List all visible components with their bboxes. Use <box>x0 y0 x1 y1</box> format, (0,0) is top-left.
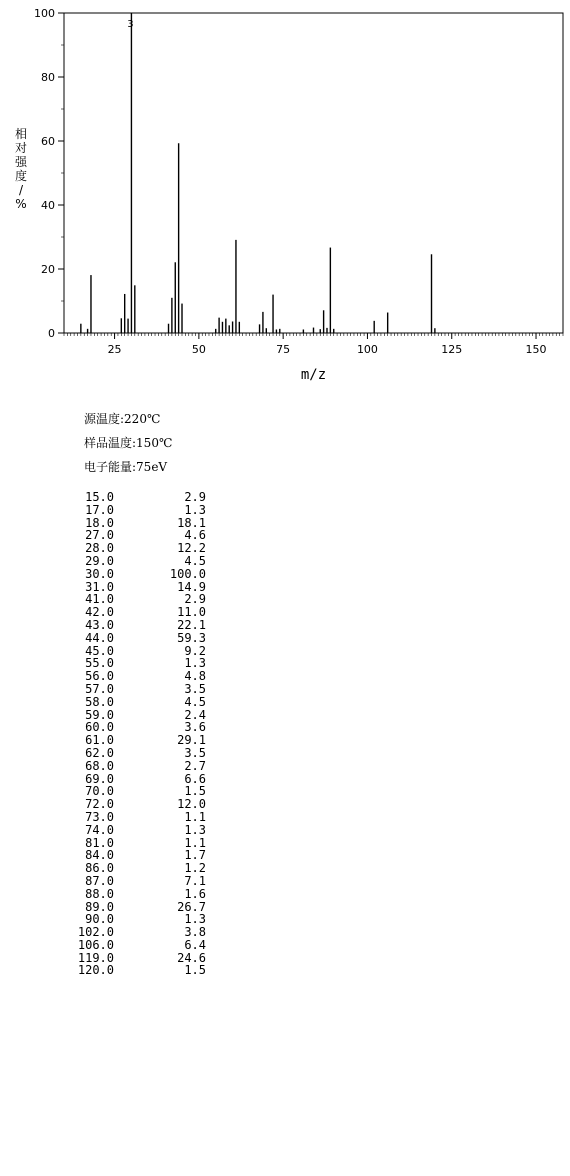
peak-intensity: 1.1 <box>184 835 206 850</box>
peak-row <box>60 811 206 824</box>
peak-intensity: 1.7 <box>184 848 206 863</box>
peak-mz: 87.0 <box>85 873 114 888</box>
x-axis-ticks <box>108 333 547 356</box>
peak-mz: 74.0 <box>85 822 114 837</box>
x-tick-label: 100 <box>356 343 378 356</box>
peak-row <box>60 888 206 901</box>
peak-mz: 86.0 <box>85 861 114 876</box>
peak-row <box>60 875 206 888</box>
peak-mz: 119.0 <box>77 950 114 965</box>
peak-intensity: 2.9 <box>184 490 206 504</box>
peak-intensity: 1.5 <box>184 963 206 978</box>
peak-mz: 57.0 <box>85 681 114 696</box>
x-tick-label: 150 <box>525 343 547 356</box>
peak-row <box>60 798 206 811</box>
peak-mz: 81.0 <box>85 835 114 850</box>
peak-mz: 18.0 <box>85 515 114 530</box>
peak-intensity: 3.5 <box>184 681 206 696</box>
peak-intensity: 1.3 <box>184 822 206 837</box>
peak-row <box>60 939 206 952</box>
peak-row <box>60 824 206 837</box>
peak-intensity: 11.0 <box>177 605 206 620</box>
peak-intensity: 1.3 <box>184 502 206 517</box>
peak-mz: 43.0 <box>85 617 114 632</box>
peak-mz: 69.0 <box>85 771 114 786</box>
peak-mz: 42.0 <box>85 605 114 620</box>
y-tick-label: 20 <box>41 263 55 276</box>
peak-intensity: 2.9 <box>184 592 206 607</box>
peak-row <box>60 747 206 760</box>
peak-mz: 41.0 <box>85 592 114 607</box>
mass-spectrum-chart <box>0 0 570 390</box>
peak-mz: 55.0 <box>85 656 114 671</box>
peak-mz: 59.0 <box>85 707 114 722</box>
electron-energy: 电子能量:75eV <box>84 460 168 474</box>
peak-intensity: 3.5 <box>184 745 206 760</box>
peak-mz: 70.0 <box>85 784 114 799</box>
peak-mz: 28.0 <box>85 541 114 556</box>
y-tick-label: 60 <box>41 135 55 148</box>
peak-intensity: 1.3 <box>184 656 206 671</box>
peak-mz: 58.0 <box>85 694 114 709</box>
peak-intensity: 2.4 <box>184 707 206 722</box>
peak-intensity: 12.0 <box>177 797 206 812</box>
peak-intensity: 1.3 <box>184 912 206 927</box>
peak-intensity: 7.1 <box>184 873 206 888</box>
peak-intensity: 4.8 <box>184 669 206 684</box>
peak-intensity: 1.5 <box>184 784 206 799</box>
peak-mz: 68.0 <box>85 758 114 773</box>
peak-intensity: 4.5 <box>184 694 206 709</box>
peak-intensity: 14.9 <box>177 579 206 594</box>
peak-intensity: 3.6 <box>184 720 206 735</box>
peak-mz: 27.0 <box>85 528 114 543</box>
peak-row <box>60 696 206 709</box>
peak-intensity: 4.5 <box>184 553 206 568</box>
peak-intensity: 4.6 <box>184 528 206 543</box>
y-axis-label <box>15 126 28 211</box>
sample-temperature: 样品温度:150℃ <box>84 436 173 450</box>
y-axis-label-char: % <box>15 197 27 211</box>
peak-row <box>60 555 206 568</box>
peak-intensity: 1.1 <box>184 809 206 824</box>
y-tick-label: 0 <box>48 327 55 340</box>
y-axis-label-char: 强 <box>14 155 28 169</box>
peak-row <box>60 760 206 773</box>
peak-row <box>60 964 206 977</box>
x-tick-label: 75 <box>276 343 291 356</box>
y-tick-label: 100 <box>34 7 55 20</box>
x-tick-label: 50 <box>191 343 206 356</box>
peak-row <box>60 491 206 504</box>
source-temperature: 源温度:220℃ <box>84 412 161 426</box>
base-peak-marker: 3 <box>127 19 134 30</box>
acquisition-conditions <box>84 410 172 482</box>
peak-intensity: 12.2 <box>177 541 206 556</box>
peak-intensity: 59.3 <box>177 630 206 645</box>
peak-mz: 30.0 <box>85 566 114 581</box>
peak-intensity: 1.6 <box>184 886 206 901</box>
peak-mz: 31.0 <box>85 579 114 594</box>
peak-mz: 72.0 <box>85 797 114 812</box>
peak-mz: 120.0 <box>77 963 114 978</box>
peak-row <box>60 683 206 696</box>
peak-list <box>60 491 206 977</box>
peak-intensity: 29.1 <box>177 733 206 748</box>
peak-mz: 88.0 <box>85 886 114 901</box>
peak-row <box>60 619 206 632</box>
peak-row <box>60 504 206 517</box>
spectrum-peaks <box>81 13 435 333</box>
peak-mz: 56.0 <box>85 669 114 684</box>
plot-frame <box>64 13 563 336</box>
peak-intensity: 2.7 <box>184 758 206 773</box>
x-axis-label: m/z <box>300 367 327 383</box>
peak-intensity: 26.7 <box>177 899 206 914</box>
peak-row <box>60 568 206 581</box>
peak-intensity: 3.8 <box>184 925 206 940</box>
y-axis-label-char: 相 <box>14 127 28 141</box>
peak-row <box>60 862 206 875</box>
peak-mz: 29.0 <box>85 553 114 568</box>
peak-mz: 61.0 <box>85 733 114 748</box>
y-axis-label-char: 度 <box>14 169 28 183</box>
peak-intensity: 24.6 <box>177 950 206 965</box>
peak-intensity: 18.1 <box>177 515 206 530</box>
plot-border <box>64 13 563 333</box>
peak-intensity: 100.0 <box>169 566 206 581</box>
y-axis-label-char: / <box>18 183 24 197</box>
peak-row <box>60 632 206 645</box>
peak-intensity: 1.2 <box>184 861 206 876</box>
peak-mz: 15.0 <box>85 490 114 504</box>
y-tick-label: 40 <box>41 199 55 212</box>
peak-mz: 106.0 <box>77 937 114 952</box>
peak-mz: 90.0 <box>85 912 114 927</box>
peak-mz: 45.0 <box>85 643 114 658</box>
peak-mz: 73.0 <box>85 809 114 824</box>
peak-mz: 60.0 <box>85 720 114 735</box>
peak-mz: 17.0 <box>85 502 114 517</box>
peak-mz: 62.0 <box>85 745 114 760</box>
peak-mz: 84.0 <box>85 848 114 863</box>
y-axis-label-char: 对 <box>14 141 28 155</box>
x-tick-label: 125 <box>441 343 463 356</box>
y-tick-label: 80 <box>41 71 55 84</box>
peak-intensity: 6.4 <box>184 937 206 952</box>
peak-intensity: 6.6 <box>184 771 206 786</box>
peak-row <box>60 926 206 939</box>
peak-intensity: 22.1 <box>177 617 206 632</box>
x-tick-label: 25 <box>107 343 122 356</box>
peak-intensity: 9.2 <box>184 643 206 658</box>
peak-mz: 102.0 <box>77 925 114 940</box>
peak-mz: 44.0 <box>85 630 114 645</box>
peak-mz: 89.0 <box>85 899 114 914</box>
y-axis-ticks <box>34 7 64 340</box>
